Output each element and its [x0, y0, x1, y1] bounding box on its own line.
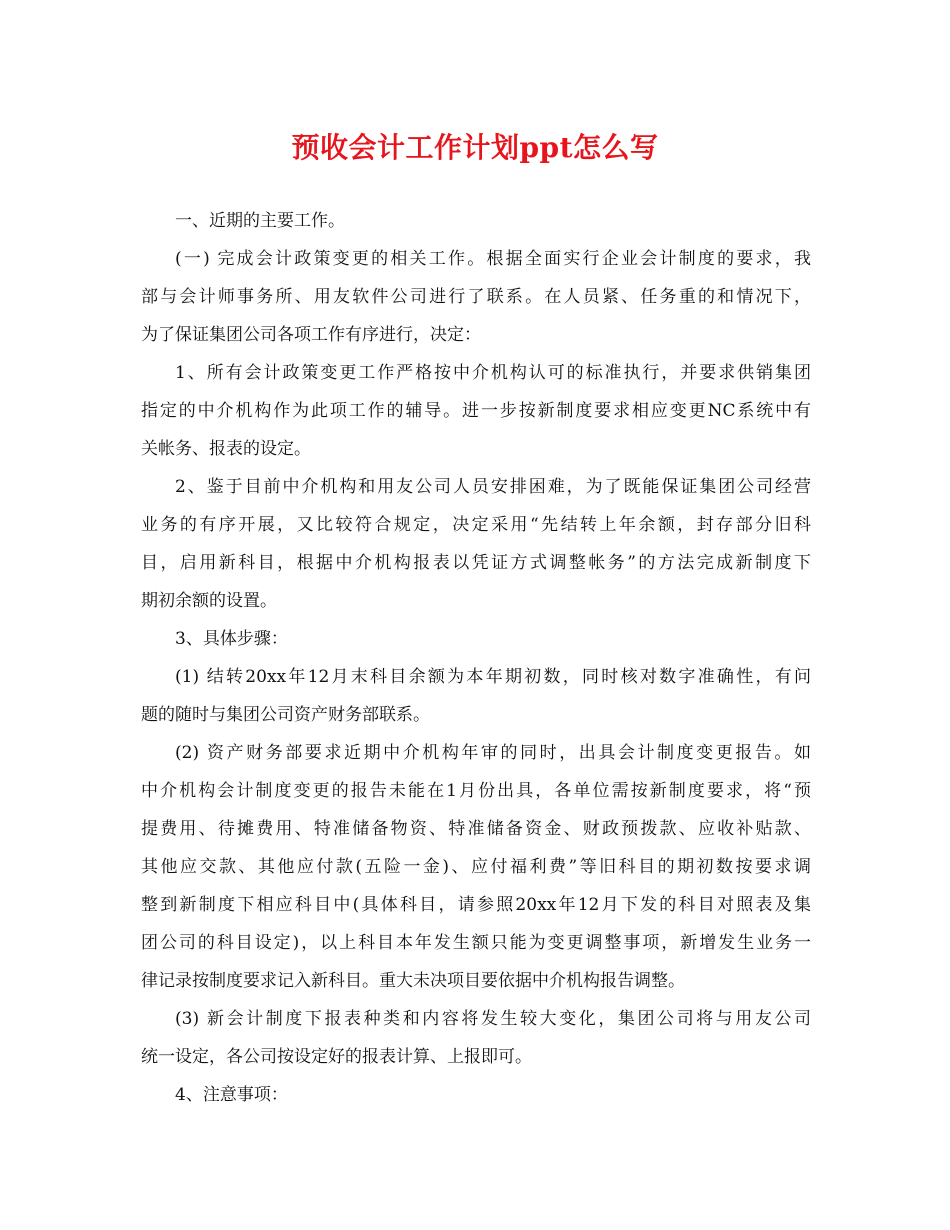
- paragraph-line: 期初余额的设置。: [141, 591, 277, 611]
- paragraph-line: 题的随时与集团公司资产财务部联系。: [141, 705, 430, 725]
- paragraph-line: 4、注意事项：: [175, 1085, 288, 1105]
- paragraph-line: 目，启用新科目，根据中介机构报表以凭证方式调整帐务”的方法完成新制度下: [141, 553, 811, 573]
- paragraph-line: (一) 完成会计政策变更的相关工作。根据全面实行企业会计制度的要求，我: [175, 249, 811, 269]
- paragraph-line: 团公司的科目设定)，以上科目本年发生额只能为变更调整事项，新增发生业务一: [141, 933, 811, 953]
- paragraph-line: (1) 结转20xx年12月末科目余额为本年期初数，同时核对数字准确性，有问: [175, 667, 811, 687]
- paragraph-line: (3) 新会计制度下报表种类和内容将发生较大变化，集团公司将与用友公司: [175, 1009, 811, 1029]
- paragraph-line: 律记录按制度要求记入新科目。重大未决项目要依据中介机构报告调整。: [141, 971, 685, 991]
- paragraph-line: 其他应交款、其他应付款(五险一金)、应付福利费”等旧科目的期初数按要求调: [141, 857, 811, 877]
- paragraph-line: 1、所有会计政策变更工作严格按中介机构认可的标准执行，并要求供销集团: [175, 363, 811, 383]
- document-body: [141, 206, 811, 1118]
- paragraph-line: 中介机构会计制度变更的报告未能在1月份出具，各单位需按新制度要求，将“预: [141, 781, 811, 801]
- paragraph-line: 统一设定，各公司按设定好的报表计算、上报即可。: [141, 1047, 532, 1067]
- paragraph-line: 为了保证集团公司各项工作有序进行，决定：: [141, 325, 481, 345]
- paragraph-line: 指定的中介机构作为此项工作的辅导。进一步按新制度要求相应变更NC系统中有: [141, 401, 811, 421]
- paragraph-line: (2) 资产财务部要求近期中介机构年审的同时，出具会计制度变更报告。如: [175, 743, 811, 763]
- section-heading: 一、近期的主要工作。: [175, 211, 345, 231]
- paragraph-line: 业务的有序开展，又比较符合规定，决定采用“先结转上年余额，封存部分旧科: [141, 515, 811, 535]
- paragraph-line: 关帐务、报表的设定。: [141, 439, 311, 459]
- paragraph-line: 整到新制度下相应科目中(具体科目，请参照20xx年12月下发的科目对照表及集: [141, 895, 811, 915]
- paragraph-line: 提费用、待摊费用、特准储备物资、特准储备资金、财政预拨款、应收补贴款、: [141, 819, 811, 839]
- paragraph-line: 3、具体步骤：: [175, 629, 288, 649]
- document-title: 预收会计工作计划ppt怎么写: [291, 131, 659, 164]
- paragraph-line: 2、鉴于目前中介机构和用友公司人员安排困难，为了既能保证集团公司经营: [175, 477, 811, 497]
- paragraph-line: 部与会计师事务所、用友软件公司进行了联系。在人员紧、任务重的和情况下，: [141, 287, 811, 307]
